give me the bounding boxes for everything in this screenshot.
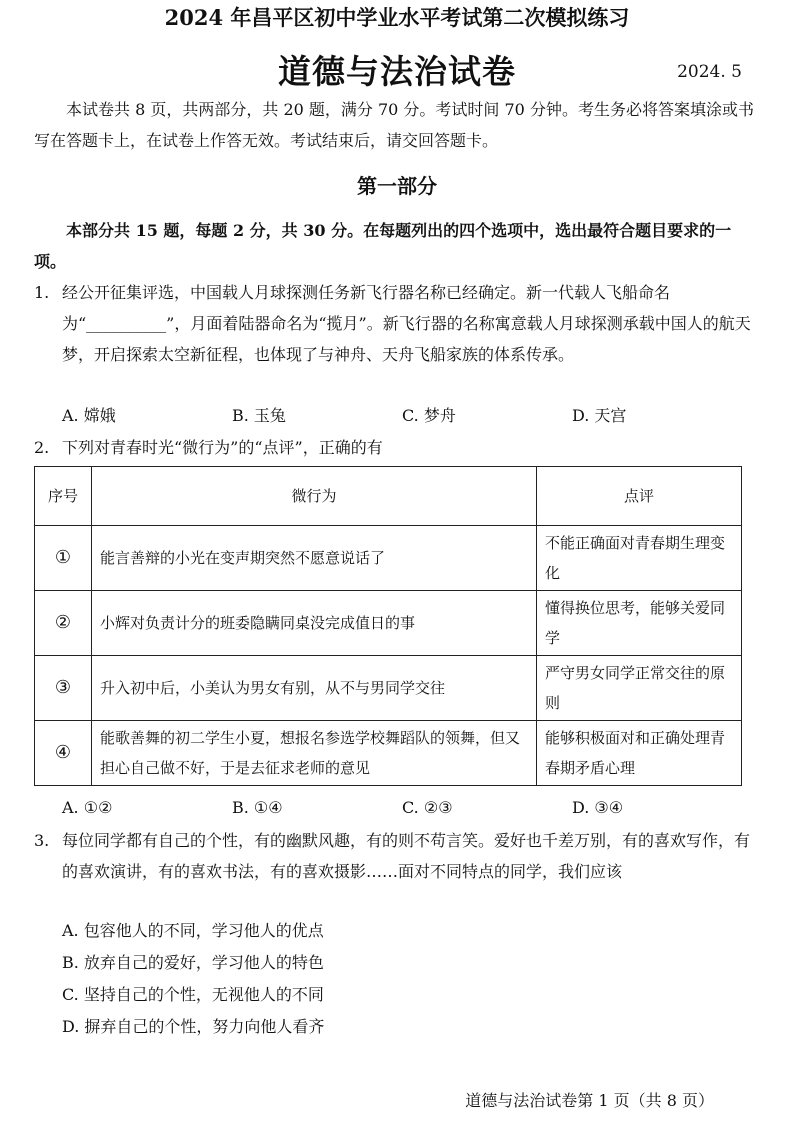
question-2-option-d: D. ③④ [572, 798, 624, 817]
table-cell-comment: 严守男女同学正常交往的原则 [537, 656, 742, 721]
question-3-option-b: B. 放弃自己的爱好，学习他人的特色 [62, 953, 324, 972]
question-2-option-c: C. ②③ [402, 798, 453, 817]
table-header-row [35, 467, 742, 526]
question-2-stem: 下列对青春时光“微行为”的“点评”，正确的有 [62, 438, 383, 457]
table-cell-comment: 不能正确面对青春期生理变化 [537, 526, 742, 591]
question-1-number: 1. [34, 283, 50, 302]
question-1-stem: 经公开征集评选，中国载人月球探测任务新飞行器名称已经确定。新一代载人飞船命名为“__________”，月面着陆器命名为“揽月”。新飞行器的名称寓意载人月球探测承载中国人的航天梦，开启探索太空新征程，也体现了与神舟、天舟飞船家族的体系传承。 [62, 283, 751, 364]
table-row [35, 526, 742, 591]
table-header-behavior: 微行为 [92, 467, 537, 526]
question-1-option-b: B. 玉兔 [232, 406, 286, 425]
question-3-option-d: D. 摒弃自己的个性，努力向他人看齐 [62, 1017, 325, 1036]
exam-title: 2024 年昌平区初中学业水平考试第二次模拟练习 [164, 5, 630, 30]
question-1-option-c: C. 梦舟 [402, 406, 456, 425]
question-2-number: 2. [34, 438, 50, 457]
question-3-number: 3. [34, 831, 50, 850]
question-2-option-a: A. ①② [62, 798, 113, 817]
part-title: 第一部分 [357, 174, 437, 198]
question-2-option-b: B. ①④ [232, 798, 283, 817]
exam-instructions: 本试卷共 8 页，共两部分，共 20 题，满分 70 分。考试时间 70 分钟。考生务必将答案填涂或书写在答题卡上，在试卷上作答无效。考试结束后，请交回答题卡。 [34, 100, 754, 150]
table-row [35, 721, 742, 786]
question-3-stem: 每位同学都有自己的个性，有的幽默风趣，有的则不苟言笑。爱好也千差万别，有的喜欢写作，有的喜欢演讲，有的喜欢书法，有的喜欢摄影……面对不同特点的同学，我们应该 [62, 831, 751, 881]
table-cell-behavior: 升入初中后，小美认为男女有别，从不与男同学交往 [92, 656, 537, 721]
exam-date: 2024. 5 [677, 62, 742, 82]
table-row [35, 656, 742, 721]
table-cell-index: ③ [35, 656, 92, 721]
table-cell-index: ① [35, 526, 92, 591]
question-1-option-a: A. 嫦娥 [62, 406, 116, 425]
table-header-comment: 点评 [537, 467, 742, 526]
table-cell-comment: 懂得换位思考，能够关爱同学 [537, 591, 742, 656]
table-cell-index: ④ [35, 721, 92, 786]
table-cell-behavior: 能歌善舞的初二学生小夏，想报名参选学校舞蹈队的领舞，但又担心自己做不好，于是去征求老师的意见 [92, 721, 537, 786]
table-cell-comment: 能够积极面对和正确处理青春期矛盾心理 [537, 721, 742, 786]
table-cell-index: ② [35, 591, 92, 656]
table-cell-behavior: 能言善辩的小光在变声期突然不愿意说话了 [92, 526, 537, 591]
page-footer: 道德与法治试卷第 1 页（共 8 页） [465, 1091, 714, 1110]
table-header-index: 序号 [35, 467, 92, 526]
question-2-table [34, 466, 742, 786]
part-description: 本部分共 15 题，每题 2 分，共 30 分。在每题列出的四个选项中，选出最符合题目要求的一项。 [34, 221, 732, 271]
question-1-option-d: D. 天宫 [572, 406, 627, 425]
subject-title: 道德与法治试卷 [278, 52, 516, 91]
table-row [35, 591, 742, 656]
question-3-option-c: C. 坚持自己的个性，无视他人的不同 [62, 985, 324, 1004]
table-cell-behavior: 小辉对负责计分的班委隐瞒同桌没完成值日的事 [92, 591, 537, 656]
question-3-option-a: A. 包容他人的不同，学习他人的优点 [62, 921, 324, 940]
